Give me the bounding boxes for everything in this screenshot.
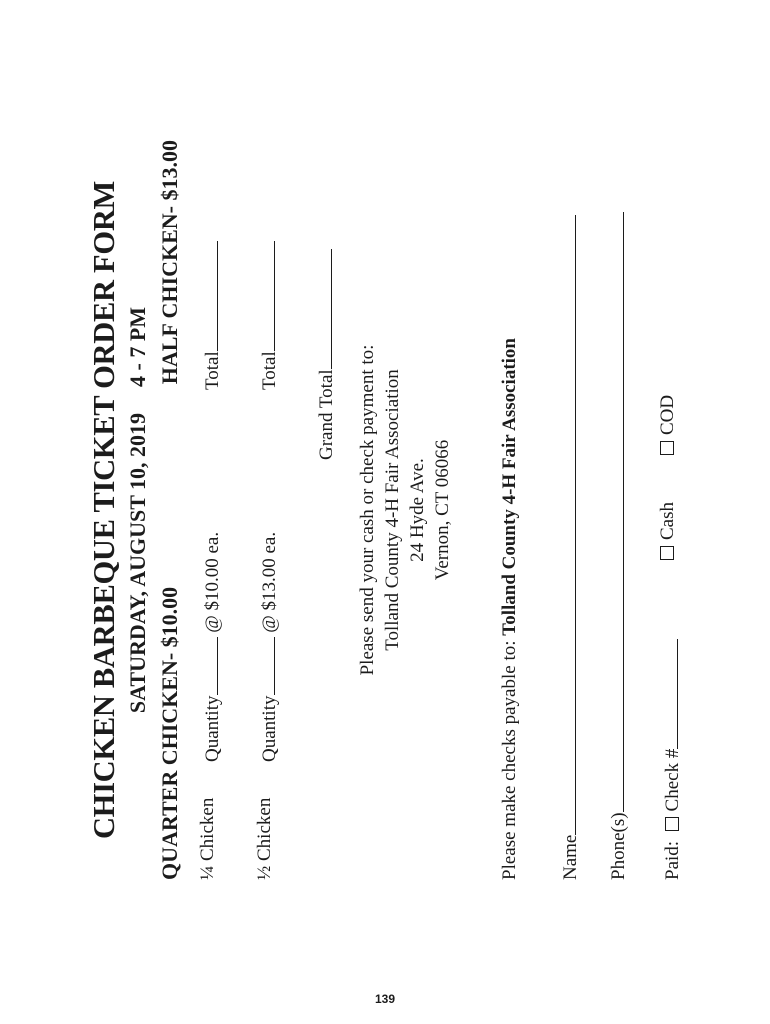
cod-label: COD [657, 394, 678, 435]
half-quantity-field[interactable] [254, 638, 275, 696]
half-chicken-row [254, 140, 282, 880]
event-date-time [125, 140, 151, 880]
phone-field[interactable] [605, 212, 624, 812]
unit-price: @ $13.00 ea. [259, 531, 280, 633]
check-label: Check # [662, 748, 683, 812]
send-payment-instruction: Please send your cash or check payment to: [357, 344, 378, 676]
half-total-field[interactable] [254, 241, 275, 351]
form-title: CHICKEN BARBEQUE TICKET ORDER FORM [87, 180, 121, 840]
check-checkbox[interactable] [665, 817, 679, 831]
cash-checkbox[interactable] [660, 546, 674, 560]
payable-prefix: Please make checks payable to: [499, 640, 520, 880]
address-street: 24 Hyde Ave. [407, 458, 428, 562]
unit-price: @ $10.00 ea. [202, 531, 223, 633]
name-field[interactable] [557, 215, 576, 835]
check-number-field[interactable] [657, 639, 678, 749]
cash-label: Cash [657, 502, 678, 540]
paid-row [657, 140, 685, 880]
page-number: 139 [374, 992, 396, 1006]
quarter-total-field[interactable] [197, 241, 218, 351]
payment-address [355, 140, 455, 880]
cod-checkbox[interactable] [660, 441, 674, 455]
order-form [65, 140, 705, 880]
quantity-label: Quantity [202, 695, 223, 762]
half-chicken-label: ½ Chicken [254, 797, 275, 880]
event-date: SATURDAY, AUGUST 10, 2019 [125, 412, 150, 714]
grand-total-label: Grand Total [316, 369, 337, 460]
paid-label: Paid: [662, 840, 683, 880]
total-label: Total [259, 351, 280, 390]
name-label: Name [560, 834, 581, 880]
event-time: 4 - 7 PM [125, 306, 150, 387]
half-chicken-price: HALF CHICKEN- $13.00 [157, 140, 182, 385]
address-city: Vernon, CT 06066 [432, 439, 453, 581]
price-line [157, 140, 183, 880]
quantity-label: Quantity [259, 695, 280, 762]
quarter-quantity-field[interactable] [197, 638, 218, 696]
quarter-chicken-label: ¼ Chicken [197, 797, 218, 880]
checks-payable [499, 338, 521, 880]
phone-label: Phone(s) [608, 812, 629, 880]
payable-to: Tolland County 4-H Fair Association [499, 338, 520, 636]
quarter-chicken-price: QUARTER CHICKEN- $10.00 [157, 586, 182, 880]
address-org: Tolland County 4-H Fair Association [382, 369, 403, 651]
total-label: Total [202, 351, 223, 390]
grand-total-field[interactable] [311, 249, 332, 369]
quarter-chicken-row [197, 140, 225, 880]
